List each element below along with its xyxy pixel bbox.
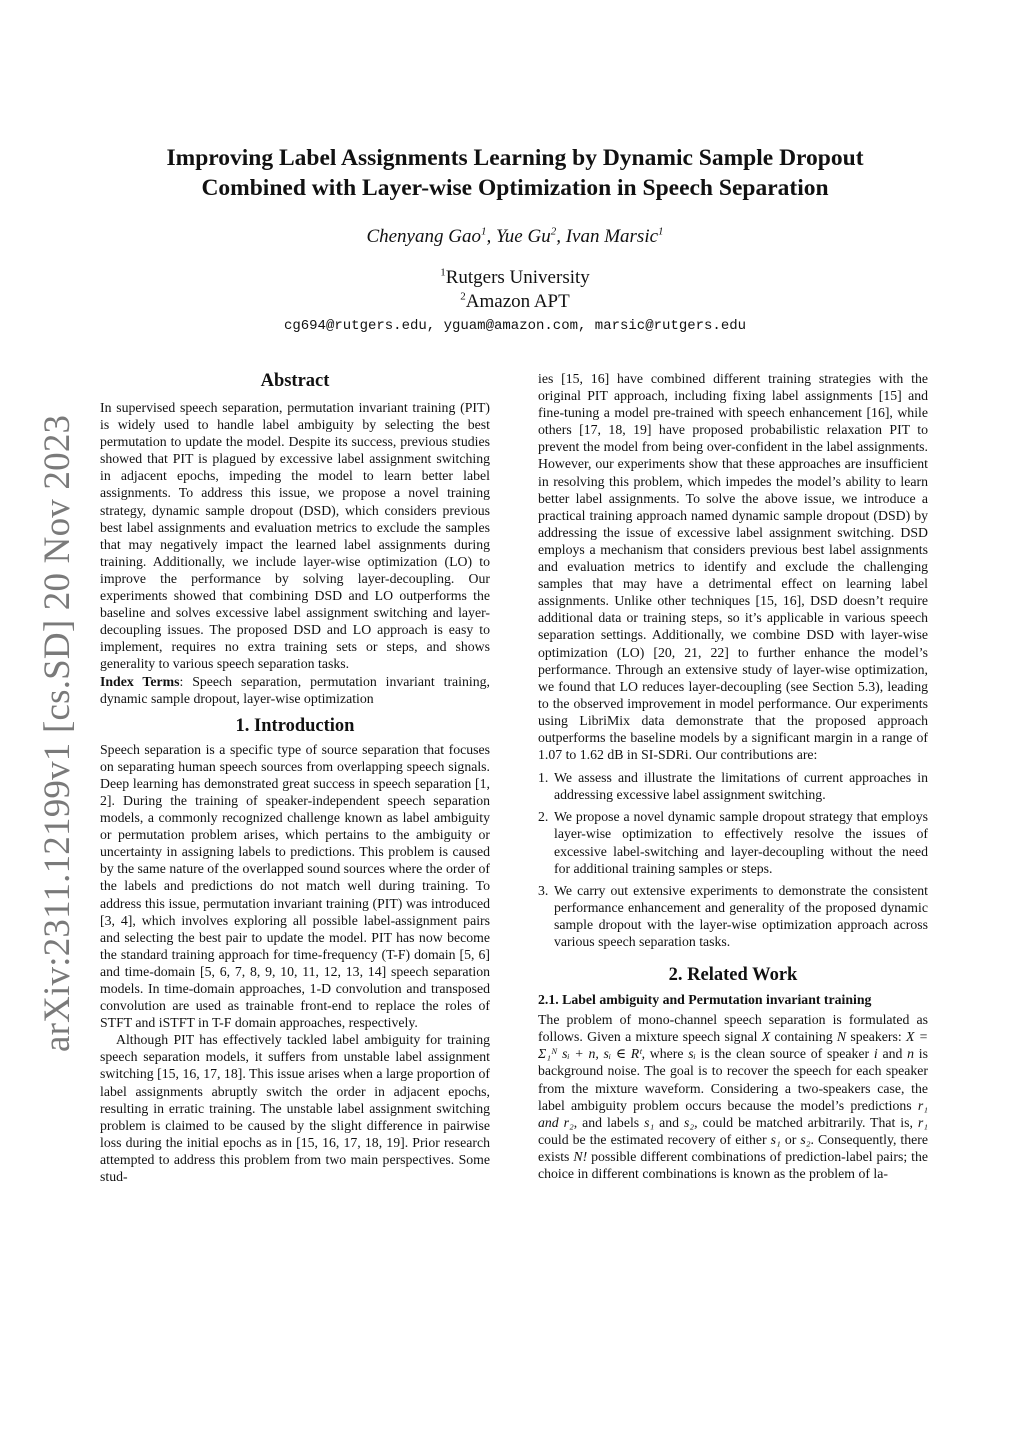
text-run: could be the estimated recovery of either xyxy=(538,1131,771,1147)
math-symbol: sᵢ xyxy=(688,1046,696,1062)
math-symbol: n xyxy=(907,1046,915,1062)
list-number: 1. xyxy=(538,770,549,786)
math-symbol: r₁ and r₂ xyxy=(538,1097,928,1130)
math-equation: X = Σ₁ᴺ sᵢ + n, sᵢ ∈ Rᵗ xyxy=(538,1029,929,1062)
author-separator: , xyxy=(486,226,496,247)
text-run: is the clean source of speaker xyxy=(695,1046,874,1062)
subsection-heading: 2.1. Label ambiguity and Permutation invariant training xyxy=(538,992,872,1008)
text-run: or xyxy=(780,1131,801,1147)
right-column xyxy=(538,370,928,1182)
list-number: 2. xyxy=(538,809,549,825)
author-list xyxy=(100,226,930,248)
paper-title xyxy=(100,143,930,203)
intro-paragraph-2: Although PIT has effectively tackled label ambiguity for training speech separation models, it suffers from unstable label assignment switching [15, 16, 17, 18]. This issue arises when a large proportion of label assignments abruptly switch the order in adjacent epochs, resulting in erratic training. The unstable label assignment switching problem is claimed to be caused by the slight difference in pairwise loss during the initial epochs as in [15, 16, 17, 18, 19]. Prior research attempted to address this problem from two main perspectives. Some stud- xyxy=(100,1032,490,1185)
author-affil-mark: 1 xyxy=(658,225,664,238)
arxiv-identifier[interactable]: arXiv:2311.12199v1 [cs.SD] 20 Nov 2023 xyxy=(37,414,78,1052)
intro-heading: 1. Introduction xyxy=(235,715,355,736)
abstract-text: In supervised speech separation, permutation invariant training (PIT) is widely used to handle label ambiguity by selecting the best permutation to update the model. Despite its success, previous studies showed that PIT is plagued by excessive label assignment switching in adjacent epochs, impeding the model to learn better label assignments. To address this issue, we propose a novel training strategy, dynamic sample dropout (DSD), which considers previous best label assignments and evaluation metrics to exclude the samples that may negatively impact the learned label assignments during training. Additionally, we include layer-wise optimization (LO) to improve the performance by solving layer-decoupling. Our experiments showed that combining DSD and LO outperforms the baseline and solves excessive label assignment switching and layer-decoupling issues. The proposed DSD and LO approach is easy to implement, requires no extra training sets or steps, and shows generality to various speech separation tasks. xyxy=(100,400,490,672)
text-run: and xyxy=(877,1046,908,1062)
contributions-list xyxy=(538,769,928,950)
text-run: and xyxy=(654,1114,684,1130)
index-terms-label: Index Terms xyxy=(100,673,180,689)
text-run: , could be matched arbitrarily. That is, xyxy=(694,1114,918,1130)
text-run: containing xyxy=(770,1029,837,1045)
math-symbol: i xyxy=(873,1046,878,1062)
author-name: Yue Gu xyxy=(495,226,551,247)
index-terms xyxy=(100,673,490,707)
intro-paragraph-1: Speech separation is a specific type of source separation that focuses on separating human speech sources from overlapping speech signals. Deep learning has demonstrated great success in speech separation [1, 2]. During the training of speaker-independent speech separation models, a commonly recognized challenge known as label ambiguity or permutation problem arises, which pertains to the ambiguity or uncertainty in assigning labels to predictions. This problem is caused by the same nature of the overlapped sound sources where the order of the labels and predictions do not match well during training. To address this issue, permutation invariant training (PIT) was introduced [3, 4], which involves exploring all possible label-assignment pairs and selecting the best pair to update the model. PIT has now become the standard training approach for time-frequency (T-F) domain [5, 6] and time-domain [5, 6, 7, 8, 9, 10, 11, 12, 13, 14] speech separation models. In time-domain approaches, 1-D convolution and transposed convolution are used as trainable front-end to replace the roles of STFT and iSTFT in T-F domain approaches, respectively. xyxy=(100,741,491,1031)
related-paragraph xyxy=(538,1011,928,1182)
index-terms-text: : Speech separation, permutation invariant training, dynamic sample dropout, layer-wise optimization xyxy=(100,673,490,706)
math-symbol: X xyxy=(761,1029,771,1045)
author-affil-mark: 2 xyxy=(550,225,557,238)
text-run: speakers: xyxy=(846,1029,906,1045)
author-affil-mark: 1 xyxy=(480,225,487,238)
math-symbol: s₁ xyxy=(644,1114,655,1130)
author-name: Chenyang Gao xyxy=(366,226,481,247)
title-line-2: Combined with Layer-wise Optimization in Speech Separation xyxy=(201,175,829,201)
author-name: Ivan Marsic xyxy=(565,226,659,247)
math-symbol: s₂ xyxy=(800,1131,811,1147)
math-symbol: s₁ xyxy=(770,1131,781,1147)
list-item xyxy=(538,808,928,876)
math-symbol: N xyxy=(836,1029,847,1045)
affil-name: Amazon APT xyxy=(465,291,570,312)
author-emails[interactable]: cg694@rutgers.edu, yguam@amazon.com, marsic@rutgers.edu xyxy=(283,318,747,334)
affil-mark: 2 xyxy=(460,290,466,303)
list-item xyxy=(538,769,928,803)
affiliation xyxy=(100,290,930,314)
text-run: is background noise. The goal is to recover the speech for each speaker from the mixture waveform. Considering a two-speakers case, the label ambiguity problem occurs because the model’s predictions xyxy=(538,1046,928,1113)
left-column xyxy=(100,370,490,1185)
affiliation xyxy=(100,266,930,290)
text-run: The problem of mono-channel speech separation is formulated as follows. Given a mixture speech signal xyxy=(538,1012,928,1045)
list-number: 3. xyxy=(538,882,549,898)
affiliations xyxy=(100,266,930,314)
math-symbol: N! xyxy=(573,1148,588,1164)
author-separator: , xyxy=(556,226,566,247)
related-work-heading: 2. Related Work xyxy=(668,965,798,986)
list-text: We carry out extensive experiments to demonstrate the consistent performance enhancement and generality of the proposed dynamic sample dropout with the layer-wise optimization approach across various speech separation tasks. xyxy=(554,882,928,949)
list-text: We assess and illustrate the limitations of current approaches in addressing excessive label assignment switching. xyxy=(554,770,928,803)
list-item xyxy=(538,882,928,950)
intro-paragraph-3: ies [15, 16] have combined different training strategies with the original PIT approach, including fixing label assignments [15] and fine-tuning a model pre-trained with speech enhancement [16], while others [17, 18, 19] have proposed probabilistic relaxation PIT to prevent the model from being over-confident in the label assignments. However, our experiments show that these approaches are insufficient in resolving this problem, which impedes the model’s ability to learn better label assignments. To solve the above issue, we introduce a practical training approach named dynamic sample dropout (DSD) by addressing the issue of excessive label assignment switching. DSD employs a mechanism that considers previous best label assignments and evaluation metrics to identify and exclude the challenging samples that may have a detrimental effect on learning label assignments. Unlike other techniques [15, 16], DSD doesn’t require additional data or training steps, so it’s applicable in various speech separation settings. Additionally, we combine DSD with layer-wise optimization (LO) [20, 21, 22] to further enhance the model’s performance. Through an extensive study of layer-wise optimization, we found that LO reduces layer-decoupling (see Section 5.3), leading to the observed improvement in model performance. Our experiments using LibriMix data demonstrate that the proposed approach outperforms the baseline models by a significant margin in a range of 1.07 to 1.62 dB in SI-SDRi. Our contributions are: xyxy=(538,371,928,763)
text-run: , and labels xyxy=(573,1114,645,1130)
title-line-1: Improving Label Assignments Learning by Dynamic Sample Dropout xyxy=(166,145,864,171)
text-run: possible different combinations of prediction-label pairs; the choice in different combinations is known as the problem of la- xyxy=(538,1148,928,1182)
math-symbol: r₁ xyxy=(917,1114,928,1130)
affil-mark: 1 xyxy=(440,266,446,279)
text-run: , where xyxy=(641,1046,689,1062)
affil-name: Rutgers University xyxy=(445,267,590,288)
math-symbol: s₂ xyxy=(684,1114,695,1130)
abstract-heading: Abstract xyxy=(260,371,330,391)
list-text: We propose a novel dynamic sample dropout strategy that employs layer-wise optimization to effectively resolve the issues of excessive label-switching and layer-decoupling without the need for additional training samples or steps. xyxy=(554,809,928,876)
text-run: . Consequently, there exists xyxy=(538,1131,928,1164)
